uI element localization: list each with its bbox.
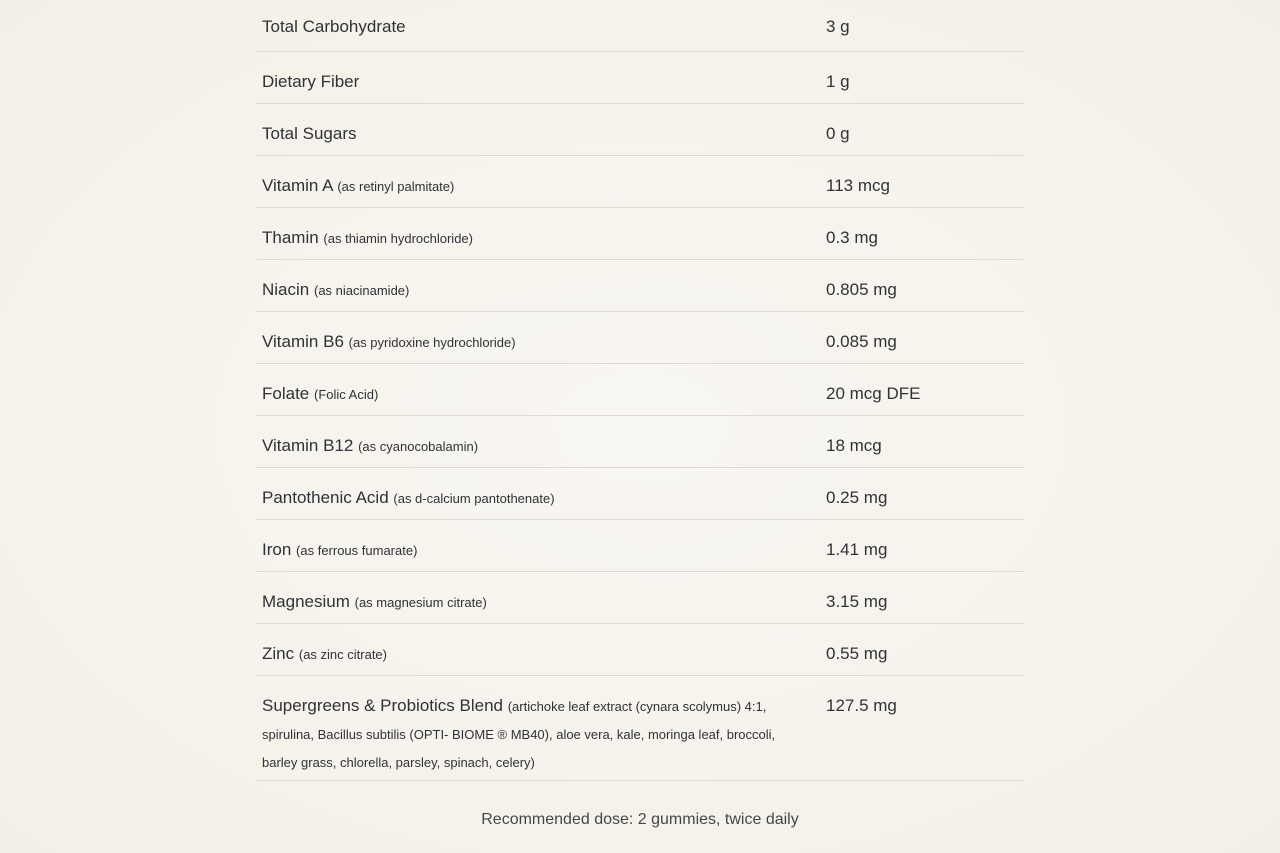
table-row — [256, 468, 1024, 520]
table-row — [256, 156, 1024, 208]
nutrition-table — [256, 0, 1024, 781]
nutrient-name-cell — [262, 484, 810, 512]
table-row — [256, 572, 1024, 624]
table-row — [256, 312, 1024, 364]
nutrient-name-cell — [262, 13, 810, 40]
nutrient-name: Total Sugars — [262, 124, 357, 143]
nutrient-name: Pantothenic Acid — [262, 488, 389, 507]
nutrient-name-cell — [262, 588, 810, 616]
nutrient-amount: 127.5 mg — [826, 696, 897, 715]
nutrient-name: Dietary Fiber — [262, 72, 360, 91]
nutrient-amount: 0 g — [826, 124, 850, 143]
nutrient-name-cell — [262, 276, 810, 304]
nutrient-amount: 1 g — [826, 72, 850, 91]
nutrient-name: Thamin — [262, 228, 319, 247]
table-row — [256, 624, 1024, 676]
table-row — [256, 520, 1024, 572]
nutrient-name: Vitamin A — [262, 176, 333, 195]
nutrient-amount: 0.55 mg — [826, 644, 888, 663]
nutrient-name-cell — [262, 536, 810, 564]
nutrient-source: (as cyanocobalamin) — [358, 439, 479, 454]
nutrient-source: (as thiamin hydrochloride) — [323, 231, 473, 246]
nutrient-source: (as d-calcium pantothenate) — [393, 491, 555, 506]
nutrient-name-cell — [262, 692, 810, 776]
nutrient-source: (as pyridoxine hydrochloride) — [348, 335, 516, 350]
table-row — [256, 104, 1024, 156]
nutrient-source: (as ferrous fumarate) — [296, 543, 418, 558]
table-row — [256, 676, 1024, 781]
nutrient-source: (artichoke leaf extract (cynara scolymus) 4:1, spirulina, Bacillus subtilis (OPTI- BIOME ® MB40), aloe vera, kale, moringa leaf, broccoli, barley grass, chlorella, parsley, spinach, celery) — [262, 699, 776, 770]
nutrient-amount: 1.41 mg — [826, 540, 888, 559]
nutrient-amount: 3 g — [826, 17, 850, 36]
nutrient-source: (as magnesium citrate) — [354, 595, 487, 610]
nutrient-name: Total Carbohydrate — [262, 17, 406, 36]
table-row — [256, 208, 1024, 260]
table-row — [256, 52, 1024, 104]
nutrient-source: (as zinc citrate) — [298, 647, 387, 662]
nutrient-name: Supergreens & Probiotics Blend — [262, 696, 503, 715]
nutrient-name-cell — [262, 328, 810, 356]
nutrient-name: Vitamin B12 — [262, 436, 354, 455]
nutrient-name-cell — [262, 224, 810, 252]
nutrient-source: (as retinyl palmitate) — [337, 179, 455, 194]
nutrient-name: Niacin — [262, 280, 310, 299]
nutrient-source: (as niacinamide) — [313, 283, 410, 298]
table-row — [256, 416, 1024, 468]
nutrient-name: Zinc — [262, 644, 295, 663]
nutrient-amount: 20 mcg DFE — [826, 384, 921, 403]
recommended-dose-text: Recommended dose: 2 gummies, twice daily — [481, 811, 799, 828]
table-row — [256, 260, 1024, 312]
nutrient-name-cell — [262, 172, 810, 200]
nutrient-name-cell — [262, 120, 810, 147]
table-row — [256, 364, 1024, 416]
nutrient-amount: 0.805 mg — [826, 280, 897, 299]
nutrient-amount: 113 mcg — [826, 176, 890, 195]
nutrient-name-cell — [262, 640, 810, 668]
nutrient-name-cell — [262, 432, 810, 460]
nutrient-amount: 0.25 mg — [826, 488, 888, 507]
nutrient-name: Folate — [262, 384, 310, 403]
nutrient-amount: 3.15 mg — [826, 592, 888, 611]
nutrient-name-cell — [262, 380, 810, 408]
nutrient-amount: 0.085 mg — [826, 332, 897, 351]
table-row — [256, 0, 1024, 52]
nutrient-amount: 18 mcg — [826, 436, 882, 455]
nutrient-name: Vitamin B6 — [262, 332, 344, 351]
nutrient-amount: 0.3 mg — [826, 228, 878, 247]
nutrient-name-cell — [262, 68, 810, 95]
nutrient-name: Magnesium — [262, 592, 350, 611]
nutrient-name: Iron — [262, 540, 292, 559]
nutrient-source: (Folic Acid) — [313, 387, 379, 402]
